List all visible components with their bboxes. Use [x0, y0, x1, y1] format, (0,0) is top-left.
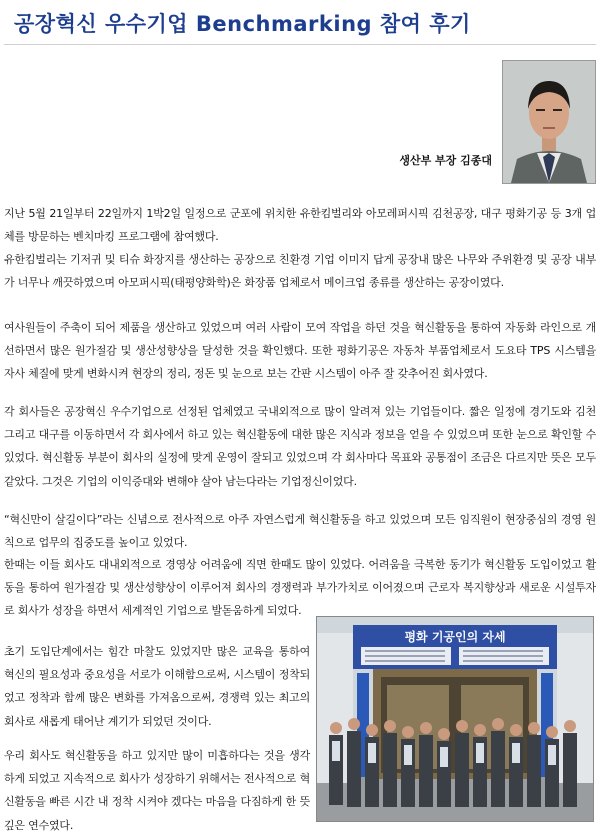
article-paragraph: 지난 5월 21일부터 22일까지 1박2일 일정으로 군포에 위치한 유한킴벌리와 아모레퍼시픽 김천공장, 대구 평화기공 등 3개 업체를 방문하는 벤치마킹 프로그램에 참여했다.	[4, 207, 596, 244]
title-divider	[4, 44, 596, 45]
article-paragraph: 여사원들이 주축이 되어 제품을 생산하고 있었으며 여러 사람이 모여 작업을 하던 것을 혁신활동을 통하여 자동화 라인으로 개선하면서 많은 원가절감 및 생산성향상을 달성한 것을 확인했다. 또한 평화기공은 자동차 부품업체로서 도요타 TPS 시스템을 자사 체질에 맞게 변화시켜 현장의 정리, 정돈 및 눈으로 보는 간판 시스템이 아주 잘 갖추어진 회사였다.	[4, 321, 596, 381]
building-sign-text: 평화 기공인의 자세	[404, 630, 506, 644]
group-photo-image	[317, 617, 593, 821]
article-paragraph: 초기 도입단계에서는 힘간 마찰도 있었지만 많은 교육을 통하여 혁신의 필요성과 중요성을 서로가 이해함으로써, 시스템이 정착되었고 정착과 함께 많은 변화를 가져옴으로써, 경쟁력 있는 최고의 회사로 새롭게 태어난 계기가 되었던 것이다.	[4, 645, 310, 728]
article-paragraph: “혁신만이 살길이다”라는 신념으로 전사적으로 아주 자연스럽게 혁신활동을 하고 있었으며 모든 임직원이 현장중심의 경영 원칙으로 업무의 집중도를 높이고 있었다.	[4, 513, 596, 550]
portrait-image	[503, 61, 595, 183]
article-title: 공장혁신 우수기업 Benchmarking 참여 후기	[14, 12, 471, 36]
article-paragraph: 각 회사들은 공장혁신 우수기업으로 선정된 업체였고 국내외적으로 많이 알려져 있는 기업들이다. 짧은 일정에 경기도와 김천 그리고 대구를 이동하면서 각 회사에서 하고 있는 혁신활동에 대한 많은 지식과 정보을 얻을 수 있었으며 또한 눈으로 확인할 수 있었다. 혁신활동 부분이 회사의 실정에 맞게 운영이 잘되고 있었으며 각 회사마다 목표와 공통점이 조금은 다르지만 뜻은 모두 같았다. 그것은 기업의 이익증대와 변해야 살아 남는다라는 기업정신이었다.	[4, 405, 596, 488]
author-byline: 생산부 부장 김종대	[399, 154, 492, 167]
article-paragraph: 우리 회사도 혁신활동을 하고 있지만 많이 미흡하다는 것을 생각하게 되었고 지속적으로 회사가 성장하기 위해서는 전사적으로 혁신활동을 빠른 시간 내 정착 시켜야 겠다는 마음을 다짐하게 한 뜻 깊은 연수였다.	[4, 749, 310, 832]
article-paragraph: 한때는 이들 회사도 대내외적으로 경영상 어려움에 직면 한때도 많이 있었다. 어려움을 극복한 동기가 혁신활동 도입이었고 활동을 통하여 원가절감 및 생산성향상이 이루어져 회사의 경쟁력과 부가가치로 이어졌으며 근로자 복지향상과 새로운 시설투자로 회사가 성장을 하면서 세계적인 기업으로 발돋움하게 되었다.	[4, 558, 596, 618]
author-portrait	[502, 60, 596, 184]
group-photo	[316, 616, 594, 822]
article-paragraph: 유한킴벌리는 기저귀 및 티슈 화장지를 생산하는 공장으로 친환경 기업 이미지 답게 공장내 많은 나무와 주위환경 및 공장 내부가 너무나 깨끗하였으며 아모퍼시픽(태평양화학)은 화장품 업체로서 메이크업 종류를 생산하는 공장이였다.	[4, 253, 596, 290]
